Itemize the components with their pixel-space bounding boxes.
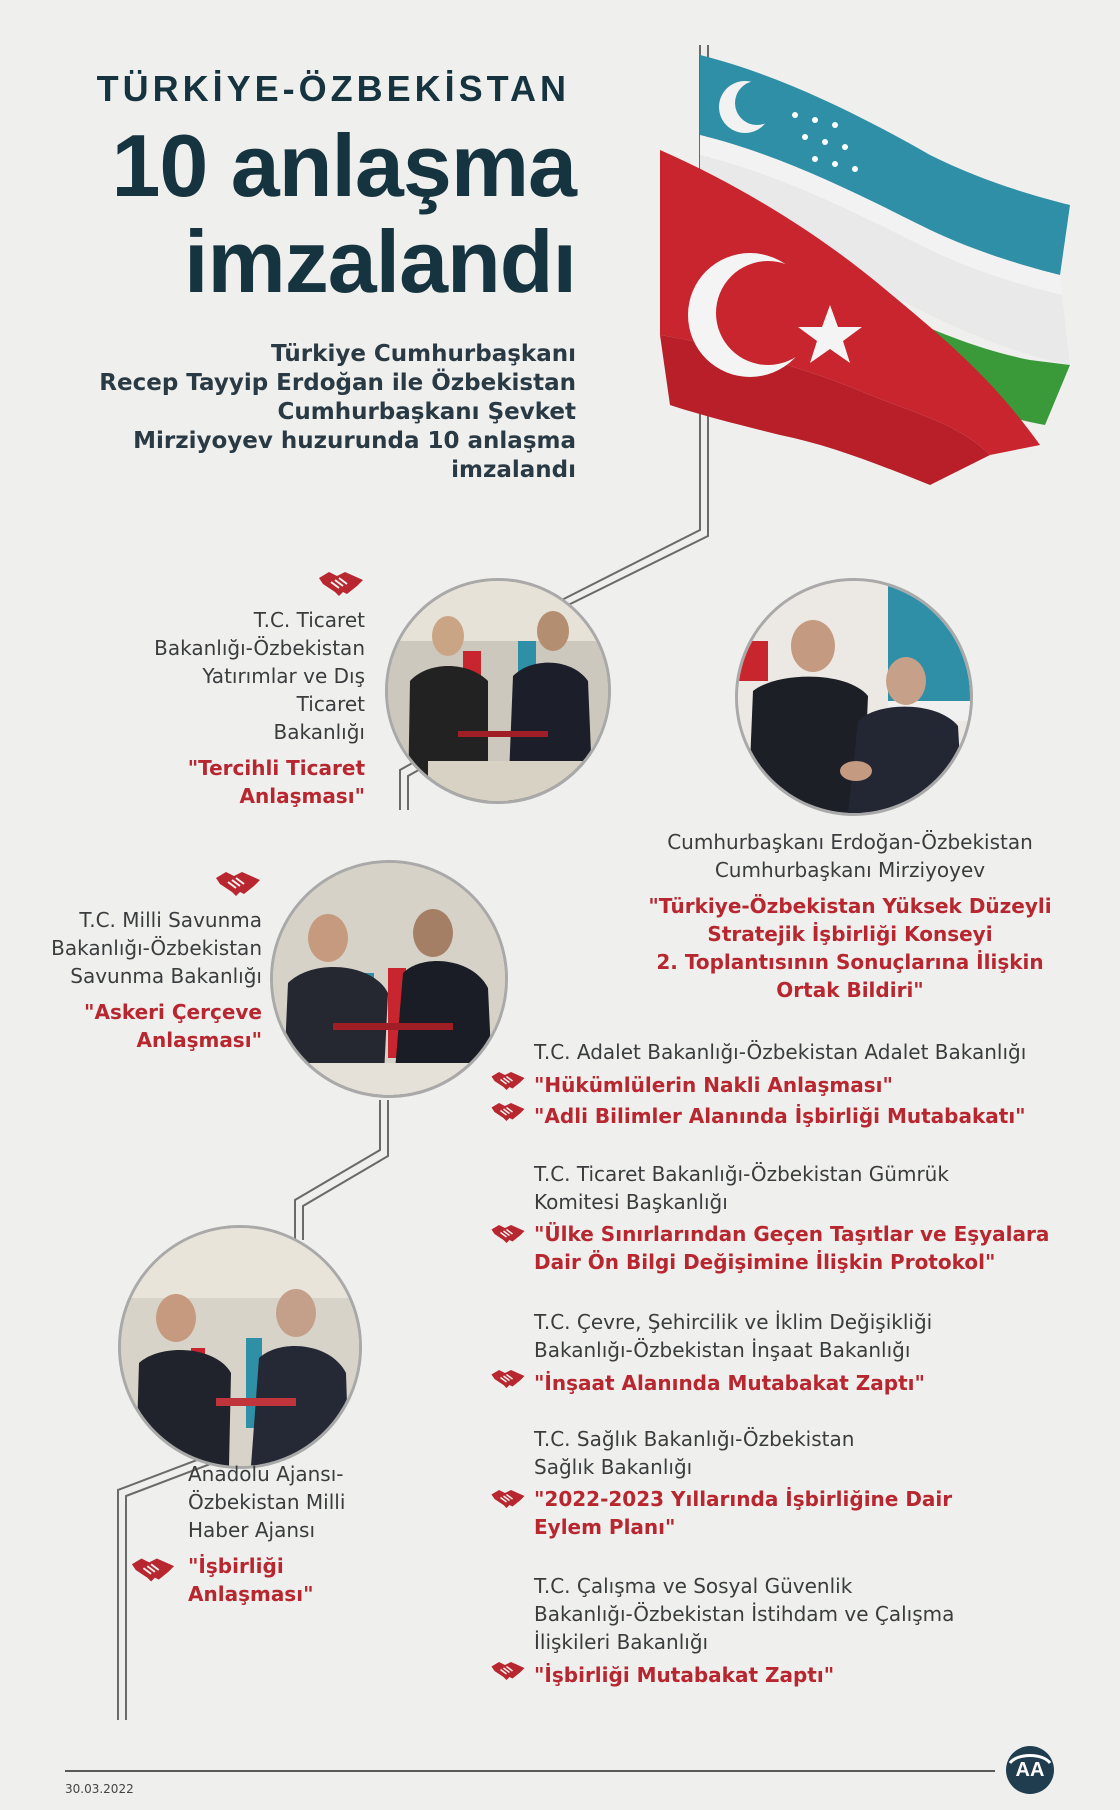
handshake-icon [214, 870, 262, 902]
handshake-icon [490, 1101, 534, 1130]
photo-presidents-handshake [735, 578, 973, 816]
entry-trade: T.C. Ticaret Bakanlığı-Özbekistan Yatırımlar ve Dış Ticaret Bakanlığı "Tercihli Ticaret Anlaşması" [150, 570, 365, 810]
entry-agency: Anadolu Ajansı- Özbekistan Milli Haber Ajansı "İşbirliği Anlaşması" [130, 1460, 390, 1608]
entry-presidents: Cumhurbaşkanı Erdoğan-Özbekistan Cumhurbaşkanı Mirziyoyev "Türkiye-Özbekistan Yüksek Düzeyli Stratejik İşbirliği Konseyi 2. Toplantısının Sonuçlarına İlişkin Ortak Bildiri" [648, 830, 1052, 1002]
entry-justice: T.C. Adalet Bakanlığı-Özbekistan Adalet Bakanlığı "Hükümlülerin Nakli Anlaşması" "Adli Bilimler Alanında İşbirliği Mutabakatı" [490, 1038, 1060, 1130]
entry-health: T.C. Sağlık Bakanlığı-Özbekistan Sağlık Bakanlığı "2022-2023 Yıllarında İşbirliğine Dair Eylem Planı" [490, 1425, 1060, 1541]
subtitle: Türkiye Cumhurbaşkanı Recep Tayyip Erdoğan ile Özbekistan Cumhurbaşkanı Şevket Mirziyoyev huzurunda 10 anlaşma imzalandı [99, 341, 576, 483]
handshake-icon [490, 1220, 534, 1252]
handshake-icon [490, 1660, 534, 1689]
entry-labor: T.C. Çalışma ve Sosyal Güvenlik Bakanlığı-Özbekistan İstihdam ve Çalışma İlişkileri Bakanlığı "İşbirliği Mutabakat Zaptı" [490, 1572, 1060, 1689]
supertitle: TÜRKİYE-ÖZBEKİSTAN [96, 68, 570, 109]
entry-defense: T.C. Milli Savunma Bakanlığı-Özbekistan Savunma Bakanlığı "Askeri Çerçeve Anlaşması" [30, 870, 262, 1054]
handshake-icon [490, 1368, 534, 1397]
photo-agency-signing [118, 1225, 362, 1469]
footer-divider [65, 1770, 995, 1772]
flags-illustration [630, 45, 1110, 535]
handshake-icon [490, 1485, 534, 1517]
publish-date: 30.03.2022 [65, 1782, 134, 1796]
photo-trade-signing [385, 578, 611, 804]
entry-customs: T.C. Ticaret Bakanlığı-Özbekistan Gümrük Komitesi Başkanlığı "Ülke Sınırlarından Geçen Taşıtlar ve Eşyalara Dair Ön Bilgi Değişimine İlişkin Protokol" [490, 1160, 1060, 1276]
handshake-icon [490, 1070, 534, 1099]
page-title: 10 anlaşma imzalandı [111, 116, 576, 311]
photo-defense-signing [270, 860, 508, 1098]
handshake-icon [130, 1552, 188, 1591]
aa-logo: AA [1005, 1745, 1055, 1795]
handshake-icon [317, 570, 365, 602]
entry-environment: T.C. Çevre, Şehircilik ve İklim Değişikliği Bakanlığı-Özbekistan İnşaat Bakanlığı "İnşaat Alanında Mutabakat Zaptı" [490, 1308, 1060, 1397]
